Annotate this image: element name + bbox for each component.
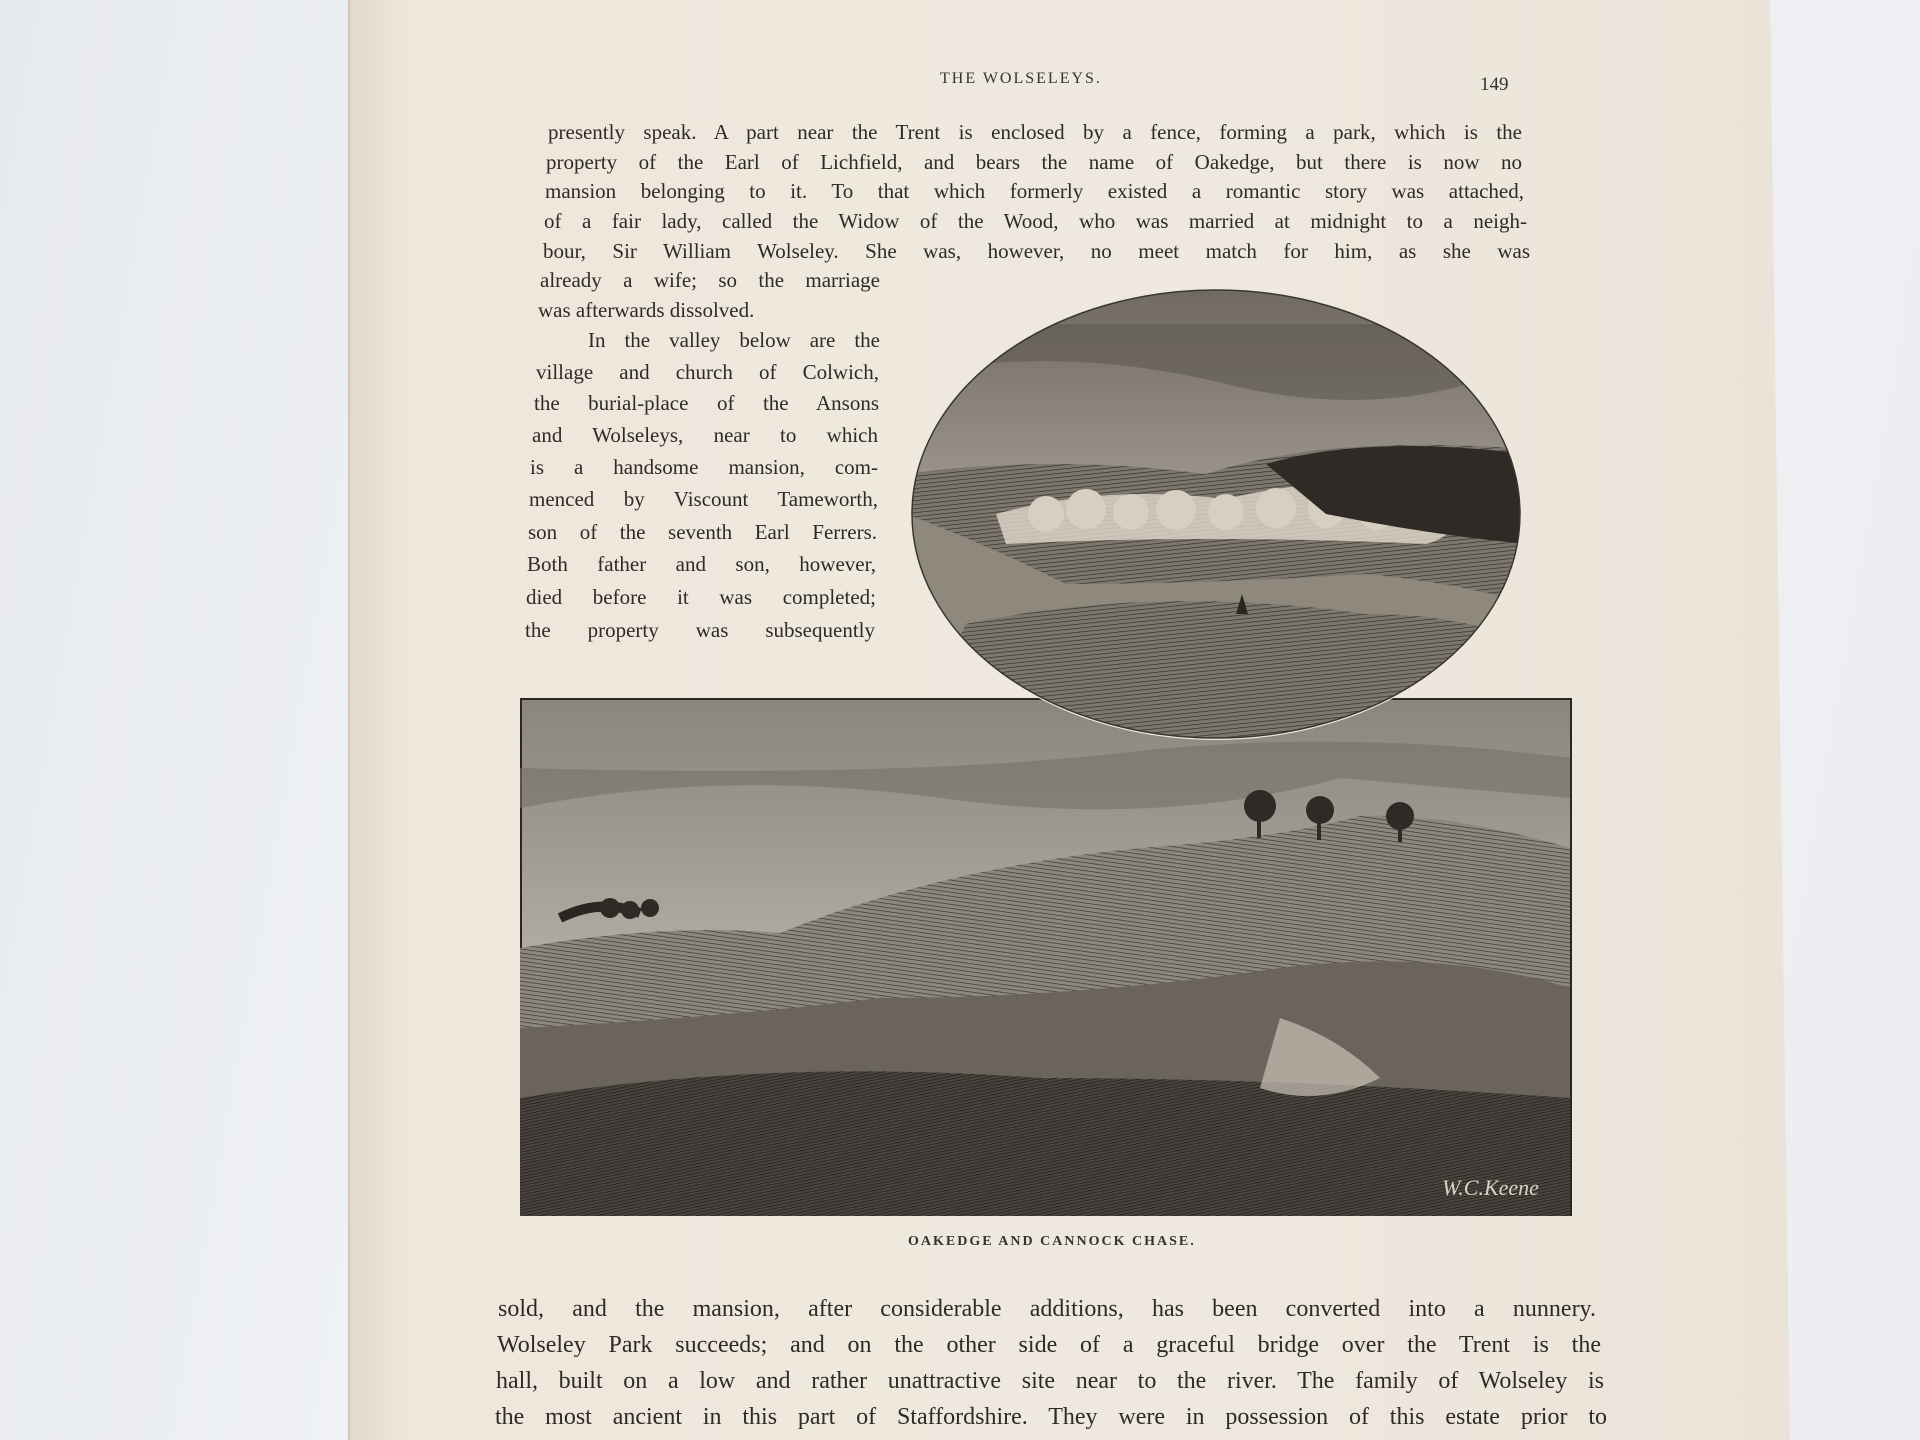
running-head: THE WOLSELEYS.: [940, 70, 1102, 87]
text-line: Wolseley Park succeeds; and on the other side of a graceful bridge over the Trent is the: [497, 1332, 1601, 1358]
text-line: and Wolseleys, near to which: [532, 423, 878, 447]
engraver-signature: W.C.Keene: [1442, 1175, 1539, 1200]
cannock-chase-engraving: [520, 698, 1572, 1216]
text-line: already a wife; so the marriage: [540, 268, 880, 292]
text-line: the most ancient in this part of Staffordshire. They were in possession of this estate prior to: [495, 1404, 1607, 1430]
text-line: the burial-place of the Ansons: [534, 391, 879, 415]
text-line: the property was subsequently: [525, 618, 875, 642]
text-line: mansion belonging to it. To that which formerly existed a romantic story was attached,: [545, 179, 1524, 203]
text-line: property of the Earl of Lichfield, and bears the name of Oakedge, but there is now no: [546, 150, 1522, 174]
text-line: died before it was completed;: [526, 585, 876, 609]
text-line: hall, built on a low and rather unattractive site near to the river. The family of Wolseley is: [496, 1368, 1604, 1394]
text-line: bour, Sir William Wolseley. She was, however, no meet match for him, as she was: [543, 239, 1530, 263]
figure-caption: OAKEDGE AND CANNOCK CHASE.: [908, 1234, 1196, 1249]
text-line: presently speak. A part near the Trent is enclosed by a fence, forming a park, which is the: [548, 120, 1522, 144]
text-line: menced by Viscount Tameworth,: [529, 487, 878, 511]
text-line: son of the seventh Earl Ferrers.: [528, 520, 877, 544]
oakedge-oval-engraving: [906, 284, 1526, 744]
text-line: village and church of Colwich,: [536, 360, 879, 384]
text-line: sold, and the mansion, after considerable additions, has been converted into a nunnery.: [498, 1296, 1596, 1322]
text-line: was afterwards dissolved.: [538, 298, 755, 322]
text-line: In the valley below are the: [588, 328, 880, 352]
page-number: 149: [1480, 74, 1509, 95]
text-line: Both father and son, however,: [527, 552, 876, 576]
text-line: of a fair lady, called the Widow of the Wood, who was married at midnight to a neigh-: [544, 209, 1527, 233]
text-line: is a handsome mansion, com-: [530, 455, 878, 479]
